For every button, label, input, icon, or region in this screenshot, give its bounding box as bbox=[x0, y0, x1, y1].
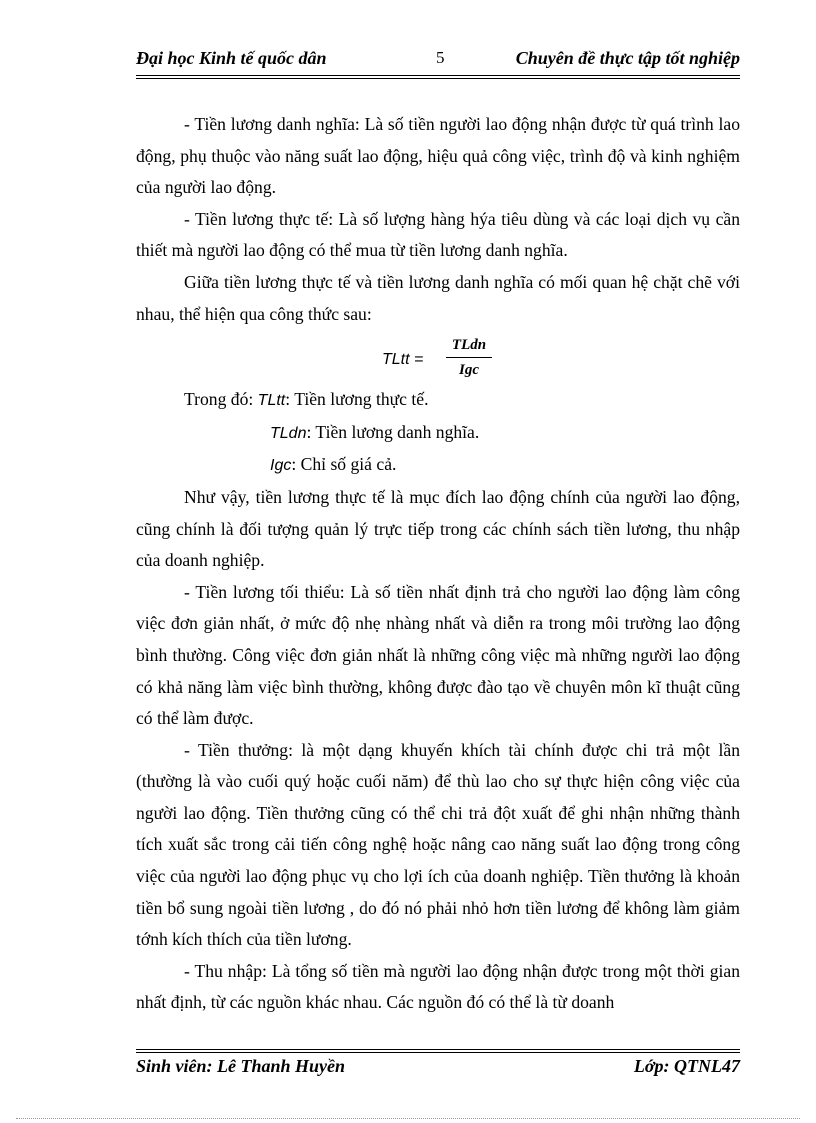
definition-text: : Tiền lương danh nghĩa. bbox=[306, 421, 480, 442]
definition-text: : Tiền lương thực tế. bbox=[285, 389, 429, 410]
document-body bbox=[136, 109, 740, 1019]
footer-rule bbox=[136, 1049, 740, 1050]
definition-line bbox=[136, 417, 740, 450]
paragraph: - Thu nhập: Là tổng số tiền mà người lao động nhận được trong một thời gian nhất định, từ các nguồn khác nhau. Các nguồn đó có thể là từ doanh bbox=[136, 960, 740, 1013]
page-number: 5 bbox=[436, 48, 445, 67]
page-footer bbox=[136, 1056, 740, 1082]
definition-line bbox=[136, 384, 740, 417]
formula-numerator: TLdn bbox=[451, 337, 487, 354]
definition-symbol: Igc bbox=[270, 457, 292, 475]
definition-intro: Trong đó: bbox=[184, 389, 258, 410]
paragraph: - Tiền lương tối thiểu: Là số tiền nhất định trả cho người lao động làm công việc đơn giản nhất, ở mức độ nhẹ nhàng nhất và diễn ra trong môi trường lao động bình thường. Công việc đơn giản nhất là những công việc mà những người lao động có khả năng làm việc bình thường, không được đào tạo về chuyên môn kĩ thuật cũng có thể làm được. bbox=[136, 581, 740, 729]
header-rule-secondary bbox=[136, 78, 740, 79]
formula-denominator: Igc bbox=[459, 362, 479, 379]
definition-line bbox=[136, 449, 740, 482]
footer-rule-secondary bbox=[136, 1052, 740, 1053]
formula-fraction bbox=[446, 334, 492, 381]
page-boundary-line bbox=[16, 1118, 800, 1119]
fraction-bar bbox=[446, 357, 492, 358]
paragraph: - Tiền thưởng: là một dạng khuyến khích tài chính được chi trả một lần (thường là vào cuối quý hoặc cuối năm) để thù lao cho sự thực hiện công việc của người lao động. Tiền thưởng cũng có thể chi trả đột xuất để ghi nhận những thành tích xuất sắc trong cải tiến công nghệ hoặc nâng cao năng suất lao động trong công việc của người lao động phục vụ cho lợi ích của doanh nghiệp. Tiền thưởng là khoản tiền bổ sung ngoài tiền lương , do đó nó phải nhỏ hơn tiền lương để không làm giảm tớnh kích thích của tiền lương. bbox=[136, 739, 740, 950]
formula bbox=[136, 330, 740, 384]
footer-class: Lớp: QTNL47 bbox=[633, 1056, 740, 1076]
page-header bbox=[136, 48, 740, 74]
formula-lhs: TLtt = bbox=[382, 351, 424, 369]
paragraph: - Tiền lương danh nghĩa: Là số tiền người lao động nhận được từ quá trình lao động, phụ thuộc vào năng suất lao động, hiệu quả công việc, trình độ và kinh nghiệm của người lao động. bbox=[136, 114, 740, 198]
paragraph: Như vậy, tiền lương thực tế là mục đích lao động chính của người lao động, cũng chính là đối tượng quản lý trực tiếp trong các chính sách tiền lương, thu nhập của doanh nghiệp. bbox=[136, 486, 740, 571]
header-rule bbox=[136, 75, 740, 76]
paragraph: Giữa tiền lương thực tế và tiền lương danh nghĩa có mối quan hệ chặt chẽ với nhau, thể hiện qua công thức sau: bbox=[136, 271, 740, 324]
definition-text: : Chỉ số giá cả. bbox=[291, 454, 397, 475]
footer-student: Sinh viên: Lê Thanh Huyền bbox=[136, 1056, 346, 1076]
paragraph: - Tiền lương thực tế: Là số lượng hàng hýa tiêu dùng và các loại dịch vụ cần thiết mà người lao động có thể mua từ tiền lương danh nghĩa. bbox=[136, 208, 740, 261]
header-report-title: Chuyên đề thực tập tốt nghiệp bbox=[515, 48, 740, 68]
definition-symbol: TLdn bbox=[270, 424, 307, 442]
definition-symbol: TLtt bbox=[257, 392, 286, 410]
header-university: Đại học Kinh tế quốc dân bbox=[136, 48, 327, 68]
